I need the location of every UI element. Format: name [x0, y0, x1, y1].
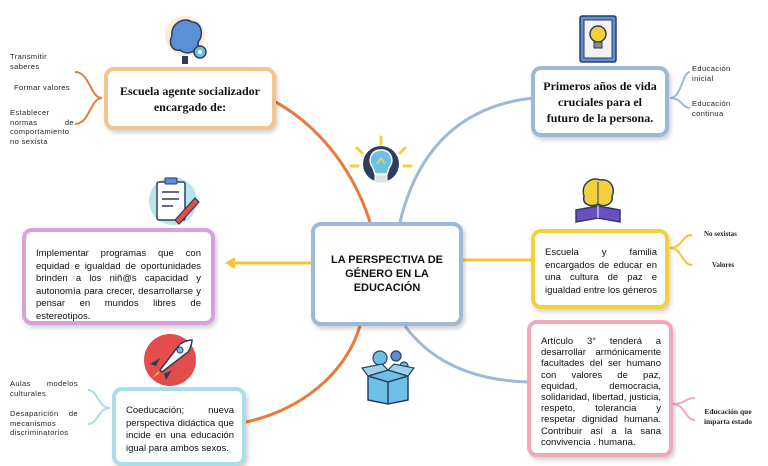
- bracket-top-left: [75, 72, 102, 124]
- node-articulo-3-text: Artículo 3° tenderá a desarrollar armónicamente facultades del ser humano con valores de paz, equidad, democracia, solidaridad, libertad, justicia, respeto, tolerancia y respetar dignidad humana. Contribuir así a la sana convivencia . humana.: [541, 336, 661, 448]
- open-box-icon: [360, 346, 416, 406]
- bracket-top-right: [670, 72, 690, 108]
- note-valores: Valores: [712, 261, 735, 269]
- note-transmitir-saberes: Transmitir saberes: [10, 52, 48, 71]
- node-primeros-anos-text: Primeros años de vida cruciales para el futuro de la persona.: [543, 78, 657, 125]
- connector-bottom-left: [246, 326, 360, 422]
- note-educacion-inicial: Educación inicial: [692, 64, 731, 83]
- brain-book-icon: [570, 170, 626, 226]
- note-formar-valores: Formar valores: [14, 83, 71, 92]
- central-topic-title: LA PERSPECTIVA DE GÉNERO EN LA EDUCACIÓN: [330, 254, 444, 294]
- node-escuela-familia: [531, 229, 669, 309]
- node-implementar-programas-text: Implementar programas que con equidad e igualdad de oportunidades brinden a los niñ@s capacidad y autonomía para crecer, desarrollarse y pensar en mundos libres de estereotipos.: [36, 248, 201, 322]
- note-desaparicion-mecanismos: Desaparición de mecanismos discriminatorios: [10, 409, 78, 437]
- bracket-mid-right: [670, 235, 692, 265]
- arrowhead-mid-left: [225, 257, 235, 269]
- node-escuela-familia-text: Escuela y familia encargados de educar en una cultura de paz e igualdad entre los géneros: [545, 247, 657, 296]
- central-topic: [311, 222, 463, 326]
- note-no-sexistas: No sexistas: [704, 230, 737, 238]
- node-implementar-programas: [22, 228, 215, 325]
- brain-gears-icon: [160, 8, 210, 66]
- idea-book-icon: [572, 8, 624, 66]
- note-establecer-normas: Establecer normas de comportamiento no sexista: [10, 108, 74, 146]
- clipboard-pencil-icon: [145, 172, 203, 230]
- node-articulo-3: [527, 320, 673, 457]
- node-escuela-agente: [104, 67, 276, 130]
- node-coeducacion-text: Coeducación; nueva perspectiva didáctica que incide en una educación igual para ambos sexos.: [126, 405, 234, 454]
- connector-top-right: [400, 98, 533, 222]
- note-educacion-continua: Educación continua: [692, 99, 731, 118]
- bracket-bottom-right: [673, 398, 695, 420]
- rocket-icon: [140, 330, 202, 390]
- bracket-bottom-left: [88, 390, 110, 424]
- connector-bottom-right: [405, 326, 527, 382]
- note-aulas-modelos: Aulas modelos culturales: [10, 379, 78, 398]
- node-coeducacion: [112, 387, 246, 466]
- node-escuela-agente-text: Escuela agente socializador encargado de:: [120, 83, 260, 114]
- node-primeros-anos: [531, 66, 669, 137]
- lightbulb-icon: [349, 134, 413, 196]
- note-educacion-estado: Educación que imparta estado: [703, 407, 753, 426]
